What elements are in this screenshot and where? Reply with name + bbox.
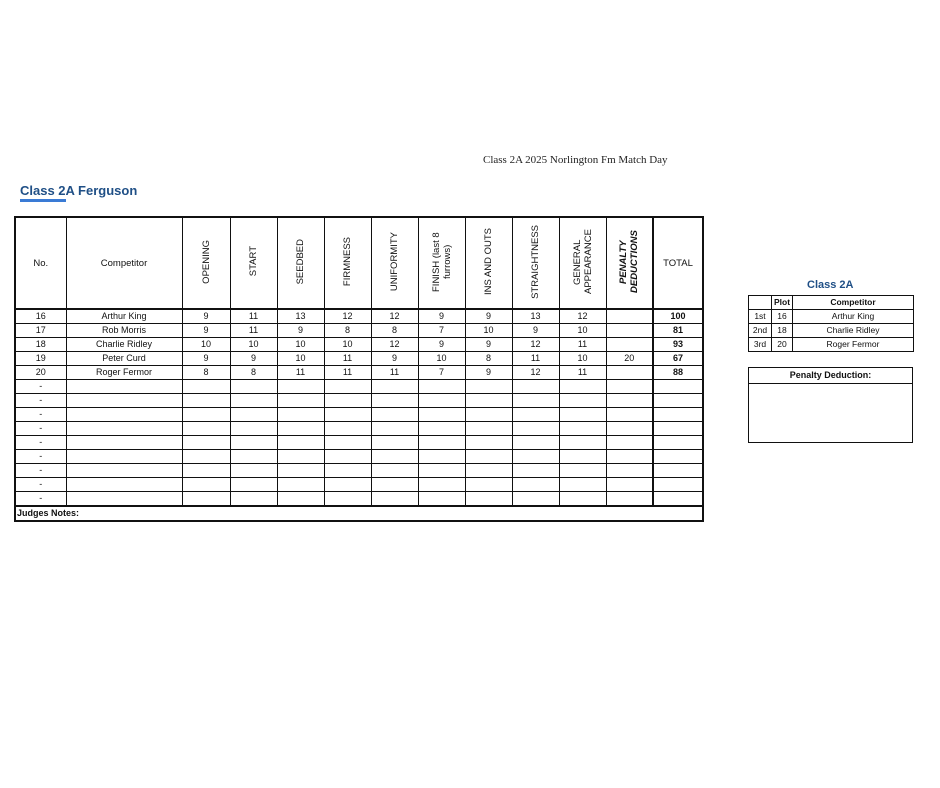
col-header-competitor: Competitor [66,217,182,309]
cell-competitor [66,394,182,408]
cell-uniformity: 12 [371,338,418,352]
cell-penalty-deductions [606,450,653,464]
col-header-uniformity: UNIFORMITY [371,217,418,309]
penalty-deduction-box [748,367,913,443]
cell-ins-and-outs [465,422,512,436]
cell-firmness [324,450,371,464]
cell-firmness [324,408,371,422]
cell-uniformity: 8 [371,324,418,338]
cell-uniformity [371,422,418,436]
cell-firmness: 11 [324,352,371,366]
col-header-general-appearance: GENERAL APPEARANCE [559,217,606,309]
cell-no: 19 [15,352,66,366]
cell-general-appearance [559,394,606,408]
cell-competitor: Rob Morris [66,324,182,338]
cell-penalty-deductions [606,309,653,324]
cell-competitor [66,478,182,492]
cell-straightness [512,436,559,450]
cell-competitor: Arthur King [66,309,182,324]
cell-competitor [66,436,182,450]
cell-firmness [324,436,371,450]
cell-no: - [15,464,66,478]
cell-seedbed: 9 [277,324,324,338]
cell-penalty-deductions [606,436,653,450]
table-row [15,492,703,507]
cell-straightness [512,450,559,464]
cell-competitor [66,464,182,478]
col-header-total: TOTAL [653,217,703,309]
cell-straightness [512,422,559,436]
cell-firmness [324,422,371,436]
cell-competitor [66,380,182,394]
cell-penalty-deductions [606,478,653,492]
cell-uniformity [371,492,418,507]
cell-competitor [66,450,182,464]
cell-ins-and-outs: 9 [465,338,512,352]
results-competitor: Roger Fermor [793,338,914,352]
cell-total [653,394,703,408]
cell-straightness [512,408,559,422]
cell-uniformity [371,394,418,408]
table-row [15,309,703,324]
cell-ins-and-outs: 9 [465,366,512,380]
cell-firmness [324,492,371,507]
cell-general-appearance: 10 [559,324,606,338]
cell-total [653,450,703,464]
judges-notes-row [15,506,703,521]
cell-no: 17 [15,324,66,338]
col-header-start: START [230,217,277,309]
cell-competitor: Charlie Ridley [66,338,182,352]
table-row [15,436,703,450]
cell-finish [418,436,465,450]
results-row [749,338,914,352]
cell-uniformity [371,464,418,478]
table-row [15,464,703,478]
cell-seedbed [277,464,324,478]
table-row [15,338,703,352]
results-plot: 20 [772,338,793,352]
cell-firmness [324,380,371,394]
cell-no: - [15,422,66,436]
cell-start [230,436,277,450]
cell-penalty-deductions [606,366,653,380]
cell-opening [182,478,230,492]
cell-ins-and-outs [465,478,512,492]
cell-finish: 10 [418,352,465,366]
cell-uniformity [371,408,418,422]
cell-finish [418,408,465,422]
cell-start [230,464,277,478]
cell-no: 20 [15,366,66,380]
cell-penalty-deductions [606,422,653,436]
cell-start [230,422,277,436]
cell-penalty-deductions [606,338,653,352]
cell-ins-and-outs: 10 [465,324,512,338]
cell-seedbed [277,492,324,507]
table-row [15,408,703,422]
cell-finish: 9 [418,309,465,324]
col-header-seedbed: SEEDBED [277,217,324,309]
header-line: Class 2A 2025 Norlington Fm Match Day [483,154,668,166]
col-header-firmness: FIRMNESS [324,217,371,309]
cell-competitor [66,408,182,422]
results-plot: 18 [772,324,793,338]
judges-notes-label: Judges Notes: [17,508,80,518]
cell-seedbed: 10 [277,352,324,366]
table-row [15,352,703,366]
table-row [15,394,703,408]
cell-no: - [15,450,66,464]
col-header-penalty-deductions: PENALTY DEDUCTIONS [606,217,653,309]
cell-straightness [512,464,559,478]
cell-ins-and-outs [465,394,512,408]
cell-total: 67 [653,352,703,366]
cell-start [230,478,277,492]
cell-penalty-deductions [606,324,653,338]
penalty-deduction-body [749,384,912,442]
cell-opening: 9 [182,352,230,366]
cell-firmness [324,478,371,492]
table-row [15,380,703,394]
cell-total: 93 [653,338,703,352]
title-underline [20,199,66,202]
cell-total: 88 [653,366,703,380]
col-header-straightness: STRAIGHTNESS [512,217,559,309]
cell-opening [182,492,230,507]
cell-start: 11 [230,324,277,338]
cell-firmness [324,464,371,478]
cell-start [230,394,277,408]
cell-start: 9 [230,352,277,366]
cell-no: - [15,380,66,394]
cell-start [230,408,277,422]
cell-ins-and-outs [465,408,512,422]
cell-straightness: 11 [512,352,559,366]
cell-straightness [512,380,559,394]
page-title: Class 2A Ferguson [20,183,138,198]
results-table [748,295,914,352]
cell-general-appearance [559,436,606,450]
cell-finish: 7 [418,324,465,338]
cell-straightness [512,394,559,408]
cell-total [653,436,703,450]
cell-seedbed [277,436,324,450]
cell-general-appearance [559,464,606,478]
cell-finish: 9 [418,338,465,352]
cell-competitor: Roger Fermor [66,366,182,380]
results-header-plot: Plot [772,296,793,310]
cell-firmness: 12 [324,309,371,324]
cell-opening [182,464,230,478]
table-row [15,478,703,492]
cell-opening [182,436,230,450]
cell-penalty-deductions [606,408,653,422]
cell-uniformity [371,436,418,450]
cell-opening [182,394,230,408]
cell-general-appearance [559,492,606,507]
cell-finish [418,464,465,478]
cell-no: - [15,436,66,450]
cell-seedbed [277,380,324,394]
cell-start [230,492,277,507]
results-title: Class 2A [807,279,854,291]
cell-firmness: 10 [324,338,371,352]
results-row [749,310,914,324]
cell-opening [182,408,230,422]
col-header-finish: FINISH (last 8 furrows) [418,217,465,309]
cell-seedbed: 11 [277,366,324,380]
cell-finish: 7 [418,366,465,380]
results-competitor: Charlie Ridley [793,324,914,338]
judges-notes-cell [15,506,703,521]
cell-ins-and-outs [465,450,512,464]
cell-total [653,478,703,492]
cell-competitor: Peter Curd [66,352,182,366]
results-place: 1st [749,310,772,324]
cell-start [230,450,277,464]
cell-no: - [15,492,66,507]
cell-no: - [15,478,66,492]
cell-opening [182,422,230,436]
cell-start: 10 [230,338,277,352]
cell-straightness [512,478,559,492]
score-table-header-row [15,217,703,309]
cell-penalty-deductions [606,492,653,507]
cell-penalty-deductions [606,394,653,408]
results-row [749,324,914,338]
cell-ins-and-outs: 8 [465,352,512,366]
cell-finish [418,492,465,507]
cell-general-appearance: 11 [559,366,606,380]
cell-seedbed [277,450,324,464]
cell-total [653,422,703,436]
cell-competitor [66,492,182,507]
table-row [15,324,703,338]
cell-firmness: 11 [324,366,371,380]
cell-finish [418,422,465,436]
cell-opening [182,450,230,464]
cell-ins-and-outs [465,436,512,450]
cell-seedbed: 10 [277,338,324,352]
cell-penalty-deductions [606,380,653,394]
cell-general-appearance [559,450,606,464]
cell-no: 16 [15,309,66,324]
col-header-no: No. [15,217,66,309]
results-plot: 16 [772,310,793,324]
cell-no: - [15,394,66,408]
cell-finish [418,478,465,492]
cell-total [653,408,703,422]
cell-total: 100 [653,309,703,324]
cell-firmness: 8 [324,324,371,338]
results-header-competitor: Competitor [793,296,914,310]
col-header-opening: OPENING [182,217,230,309]
cell-seedbed [277,394,324,408]
cell-ins-and-outs [465,380,512,394]
cell-total [653,380,703,394]
cell-no: - [15,408,66,422]
cell-uniformity [371,478,418,492]
cell-straightness: 12 [512,366,559,380]
results-place: 2nd [749,324,772,338]
score-table [14,216,704,522]
cell-uniformity [371,380,418,394]
cell-opening: 8 [182,366,230,380]
results-place: 3rd [749,338,772,352]
cell-seedbed [277,408,324,422]
cell-general-appearance [559,408,606,422]
cell-no: 18 [15,338,66,352]
cell-finish [418,394,465,408]
cell-straightness: 12 [512,338,559,352]
cell-straightness: 9 [512,324,559,338]
cell-general-appearance: 10 [559,352,606,366]
cell-opening: 9 [182,309,230,324]
cell-general-appearance [559,380,606,394]
cell-ins-and-outs: 9 [465,309,512,324]
cell-straightness: 13 [512,309,559,324]
cell-ins-and-outs [465,492,512,507]
cell-finish [418,380,465,394]
cell-ins-and-outs [465,464,512,478]
cell-seedbed [277,422,324,436]
cell-opening: 9 [182,324,230,338]
cell-opening: 10 [182,338,230,352]
results-header-place [749,296,772,310]
cell-uniformity [371,450,418,464]
cell-uniformity: 11 [371,366,418,380]
cell-total [653,492,703,507]
penalty-deduction-label: Penalty Deduction: [749,368,912,384]
cell-seedbed: 13 [277,309,324,324]
cell-start [230,380,277,394]
cell-uniformity: 9 [371,352,418,366]
results-competitor: Arthur King [793,310,914,324]
cell-finish [418,450,465,464]
table-row [15,450,703,464]
cell-total [653,464,703,478]
results-header-row [749,296,914,310]
cell-start: 11 [230,309,277,324]
cell-general-appearance: 12 [559,309,606,324]
cell-firmness [324,394,371,408]
table-row [15,422,703,436]
cell-penalty-deductions: 20 [606,352,653,366]
cell-competitor [66,422,182,436]
cell-penalty-deductions [606,464,653,478]
cell-general-appearance: 11 [559,338,606,352]
cell-straightness [512,492,559,507]
cell-total: 81 [653,324,703,338]
table-row [15,366,703,380]
cell-uniformity: 12 [371,309,418,324]
cell-start: 8 [230,366,277,380]
cell-general-appearance [559,422,606,436]
cell-general-appearance [559,478,606,492]
cell-seedbed [277,478,324,492]
cell-opening [182,380,230,394]
col-header-ins-and-outs: INS AND OUTS [465,217,512,309]
